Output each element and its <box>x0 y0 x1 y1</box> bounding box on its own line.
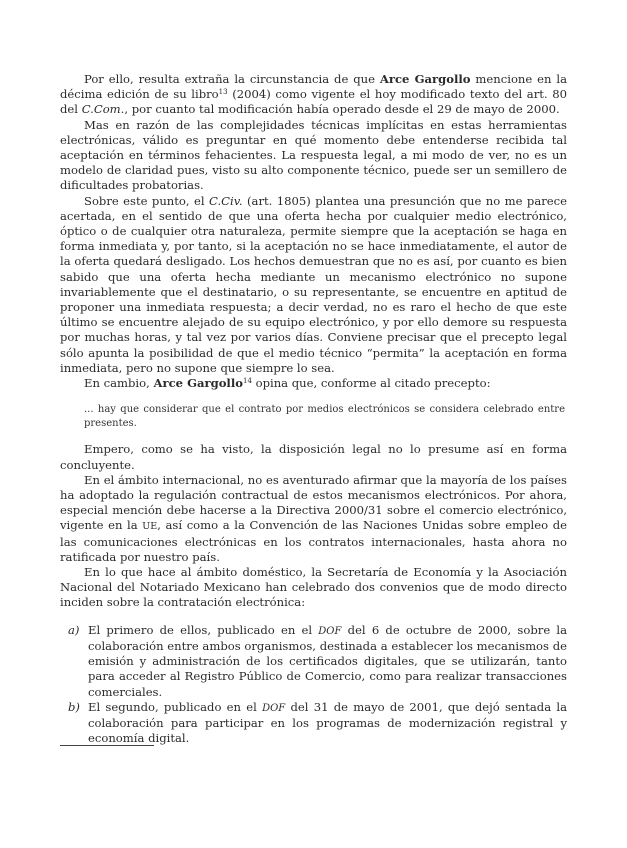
paragraph-3 <box>60 194 567 376</box>
paragraph-text: , así como a la Convención de las Naciones Unidas sobre empleo de las comunicaciones electrónicas en los contratos internacionales, hasta ahora no ratificada por nuestro país. <box>60 518 567 564</box>
code-abbreviation: C.Civ. <box>209 193 243 208</box>
paragraph-4 <box>60 376 567 391</box>
author-name: Arce Gargollo <box>379 72 471 86</box>
list-item <box>60 700 567 747</box>
paragraph-6 <box>60 473 567 565</box>
paragraph-text: , por cuanto tal modificación había operado desde el 29 de mayo de 2000. <box>124 102 560 117</box>
paragraph-text: En cambio, <box>84 376 154 391</box>
block-quote: ... hay que considerar que el contrato por medios electrónicos se considera celebrado entre presentes. <box>84 404 565 429</box>
agreements-list <box>60 623 567 747</box>
paragraph-5: Empero, como se ha visto, la disposición legal no lo presume así en forma concluyente. <box>60 442 567 472</box>
footnote-ref-13: 13 <box>218 88 228 97</box>
footnote-ref-14: 14 <box>242 377 252 386</box>
item-text: del 6 de octubre de 2000, sobre la colaboración entre ambos organismos, destinada a establecer los mecanismos de emisión y administración de los certificados digitales, que se utilizarán, tanto para acceder al Registro Público de Comercio, como para realizar transacciones comerciales. <box>88 622 568 699</box>
code-abbreviation: C.Com. <box>81 102 125 117</box>
list-item <box>60 623 567 700</box>
paragraph-text: Sobre este punto, el <box>84 193 209 208</box>
item-text: El segundo, publicado en el <box>88 699 263 714</box>
paragraph-1 <box>60 72 567 118</box>
item-text: del 31 de mayo de 2001, que dejó sentada la colaboración para participar en los programas de modernización registral y economía digital. <box>88 699 568 746</box>
list-item-text <box>88 623 567 700</box>
paragraph-text: En el ámbito internacional, no es aventurado afirmar que la mayoría de los países ha adoptado la regulación contractual de estos mecanismos electrónicos. Por ahora, especial mención debe hacerse a la Directiva 2000/31 sobre el comercio electrónico, vigente en la <box>60 472 567 533</box>
paragraph-text: (2004) como vigente el hoy modificado texto del art. 80 del <box>60 87 567 117</box>
ue-abbreviation: UE <box>142 521 158 533</box>
dof-abbreviation: DOF <box>318 625 342 637</box>
dof-abbreviation: DOF <box>262 702 286 714</box>
paragraph-7: En lo que hace al ámbito doméstico, la Secretaría de Economía y la Asociación Nacional del Notariado Mexicano han celebrado dos convenios que de modo directo inciden sobre la contratación electrónica: <box>60 565 567 610</box>
list-item-text <box>88 700 567 747</box>
paragraph-text: Por ello, resulta extraña la circunstancia de que <box>84 72 380 86</box>
author-name: Arce Gargollo <box>153 376 243 391</box>
paragraph-text: opina que, conforme al citado precepto: <box>251 376 491 391</box>
footnote-separator <box>60 745 154 746</box>
paragraph-text: (art. 1805) plantea una presunción que no me parece acertada, en el sentido de que una oferta hecha por cualquier medio electrónico, óptico o de cualquier otra naturaleza, permite siempre que la aceptación se haga en forma inmediata y, por tanto, si la aceptación no se hace inmediatamente, el autor de la oferta quedará desligado. Los hechos demuestran que no es así, por cuanto es bien sabido que una oferta hecha mediante un mecanismo electrónico no supone invariablemente que el destinatario, o su representante, se encuentre en aptitud de proponer una inmediata respuesta; a decir verdad, no es raro el hecho de que este último se encuentre alejado de su equipo electrónico, y por ello demore su respuesta por muchas horas, y tal vez por varios días. Conviene precisar que el precepto legal sólo apunta la posibilidad de que el medio técnico “permita” la aceptación en forma inmediata, pero no supone que siempre lo sea. <box>60 193 567 375</box>
paragraph-2: Mas en razón de las complejidades técnicas implícitas en estas herramientas electrónicas, válido es preguntar en qué momento debe entenderse recibida tal aceptación en términos fehacientes. La respuesta legal, a mi modo de ver, no es un modelo de claridad pues, visto su alto componente técnico, puede ser un semillero de dificultades probatorias. <box>60 117 567 193</box>
list-marker: a) <box>68 622 80 637</box>
paragraph-text: mencione en la décima edición de su libro <box>60 72 567 102</box>
item-text: El primero de ellos, publicado en el <box>88 622 319 637</box>
list-marker: b) <box>68 699 80 714</box>
